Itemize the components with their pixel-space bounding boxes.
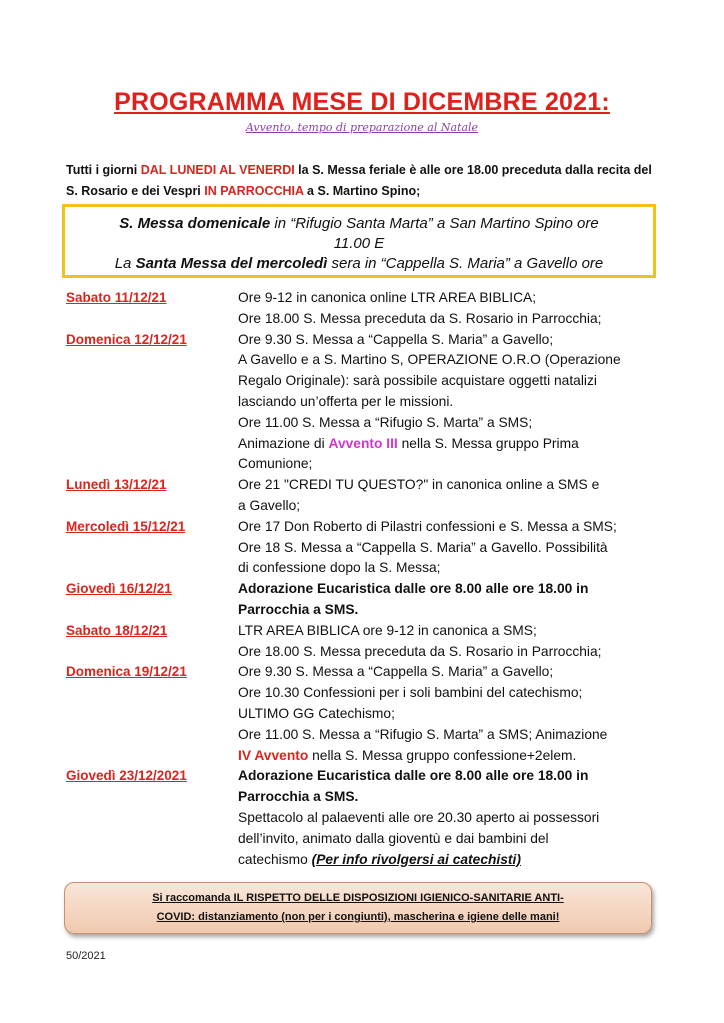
schedule-line: Ore 9-12 in canonica online LTR AREA BIBLICA; — [238, 290, 537, 305]
schedule-line: Ore 17 Don Roberto di Pilastri confessioni e S. Messa a SMS; — [238, 518, 617, 534]
schedule-date: Giovedì 16/12/21 — [66, 581, 172, 597]
schedule-row — [66, 621, 666, 663]
schedule-text: nella S. Messa gruppo Prima — [397, 435, 579, 451]
schedule-row — [66, 662, 666, 766]
page-subtitle: Avvento, tempo di preparazione al Natale — [245, 121, 479, 134]
issue-number: 50/2021 — [66, 950, 106, 962]
schedule-list — [66, 288, 666, 870]
schedule-line: a Gavello; — [238, 497, 301, 513]
schedule-date: Lunedì 13/12/21 — [66, 477, 167, 493]
schedule-text: nella S. Messa gruppo confessione+2elem. — [308, 747, 577, 763]
schedule-line: Comunione; — [238, 456, 313, 472]
schedule-line: Ore 11.00 S. Messa a “Rifugio S. Marta” a SMS; — [238, 414, 533, 430]
schedule-entries — [238, 579, 666, 621]
intro-highlight-place: IN PARROCCHIA — [204, 184, 304, 198]
schedule-line: Parrocchia a SMS. — [238, 601, 359, 617]
intro-text: Tutti i giorni — [66, 163, 141, 177]
notice-line: COVID: distanziamento (non per i congiunti), mascherina e igiene delle mani! — [156, 911, 560, 923]
schedule-date: Mercoledì 15/12/21 — [66, 518, 186, 534]
schedule-line: Adorazione Eucaristica dalle ore 8.00 alle ore 18.00 in — [238, 768, 589, 784]
schedule-line: A Gavello e a S. Martino S, OPERAZIONE O.R.O (Operazione — [238, 352, 621, 368]
schedule-text: catechismo — [238, 851, 312, 867]
schedule-entries — [238, 475, 666, 517]
schedule-line: Parrocchia a SMS. — [238, 789, 359, 805]
box-bold: Santa Messa del mercoledì — [135, 255, 328, 272]
intro-text: a S. Martino Spino; — [303, 184, 421, 198]
schedule-row — [66, 330, 666, 476]
notice-line: Si raccomanda IL RISPETTO DELLE DISPOSIZIONI IGIENICO-SANITARIE ANTI- — [152, 892, 564, 904]
schedule-line: Ore 9.30 S. Messa a “Cappella S. Maria” a Gavello; — [238, 664, 554, 680]
advent-highlight: IV Avvento — [238, 747, 309, 763]
schedule-date: Sabato 11/12/21 — [66, 290, 167, 305]
schedule-line — [238, 746, 666, 767]
schedule-date: Sabato 18/12/21 — [66, 622, 168, 638]
intro-text: S. Rosario e dei Vespri — [66, 184, 205, 198]
schedule-entries — [238, 517, 666, 579]
covid-notice — [64, 882, 652, 934]
info-note: (Per info rivolgersi ai catechisti) — [311, 851, 521, 867]
schedule-row — [66, 517, 666, 579]
schedule-line: di confessione dopo la S. Messa; — [238, 560, 441, 576]
mass-info-box — [62, 204, 656, 278]
schedule-date: Domenica 12/12/21 — [66, 331, 187, 347]
schedule-line: Adorazione Eucaristica dalle ore 8.00 alle ore 18.00 in — [238, 581, 589, 597]
intro-paragraph — [66, 160, 666, 202]
schedule-row — [66, 766, 666, 870]
schedule-line: Spettacolo al palaeventi alle ore 20.30 aperto ai possessori — [238, 809, 600, 825]
schedule-line: Ore 10.30 Confessioni per i soli bambini del catechismo; — [238, 685, 583, 701]
schedule-row — [66, 579, 666, 621]
box-text: 11.00 E — [333, 235, 385, 252]
schedule-line: Ore 18 S. Messa a “Cappella S. Maria” a Gavello. Possibilità — [238, 539, 608, 555]
advent-highlight: Avvento III — [328, 435, 398, 451]
schedule-entries — [238, 766, 666, 870]
schedule-line — [238, 850, 666, 871]
schedule-line: Regalo Originale): sarà possibile acquistare oggetti natalizi — [238, 373, 597, 389]
schedule-text: Animazione di — [238, 435, 329, 451]
schedule-line: Ore 21 "CREDI TU QUESTO?" in canonica online a SMS e — [238, 477, 600, 493]
schedule-date: Giovedì 23/12/2021 — [66, 768, 187, 784]
schedule-line: dell’invito, animato dalla gioventù e dai bambini del — [238, 830, 549, 846]
schedule-entries — [238, 288, 666, 330]
page-title: PROGRAMMA MESE DI DICEMBRE 2021: — [114, 88, 610, 116]
schedule-line: LTR AREA BIBLICA ore 9-12 in canonica a SMS; — [238, 622, 537, 638]
schedule-line — [238, 434, 666, 455]
schedule-date: Domenica 19/12/21 — [66, 664, 187, 680]
box-text: sera in “Cappella S. Maria” a Gavello ore — [327, 255, 604, 272]
schedule-line: Ore 18.00 S. Messa preceduta da S. Rosario in Parrocchia; — [238, 310, 602, 326]
schedule-line: Ore 9.30 S. Messa a “Cappella S. Maria” a Gavello; — [238, 331, 554, 347]
schedule-line: lasciando un’offerta per le missioni. — [238, 393, 454, 409]
schedule-entries — [238, 330, 666, 476]
intro-highlight-days: DAL LUNEDI AL VENERDI — [140, 163, 295, 177]
schedule-row — [66, 288, 666, 330]
schedule-line: ULTIMO GG Catechismo; — [238, 705, 395, 721]
intro-text: la S. Messa feriale è alle ore 18.00 preceduta dalla recita del — [294, 163, 652, 177]
schedule-row — [66, 475, 666, 517]
schedule-entries — [238, 621, 666, 663]
box-text: in “Rifugio Santa Marta” a San Martino Spino ore — [270, 215, 599, 232]
schedule-line: Ore 18.00 S. Messa preceduta da S. Rosario in Parrocchia; — [238, 643, 602, 659]
schedule-entries — [238, 662, 666, 766]
box-bold: S. Messa domenicale — [119, 215, 271, 232]
schedule-line: Ore 11.00 S. Messa a “Rifugio S. Marta” a SMS; Animazione — [238, 726, 608, 742]
box-text: La — [114, 255, 136, 272]
